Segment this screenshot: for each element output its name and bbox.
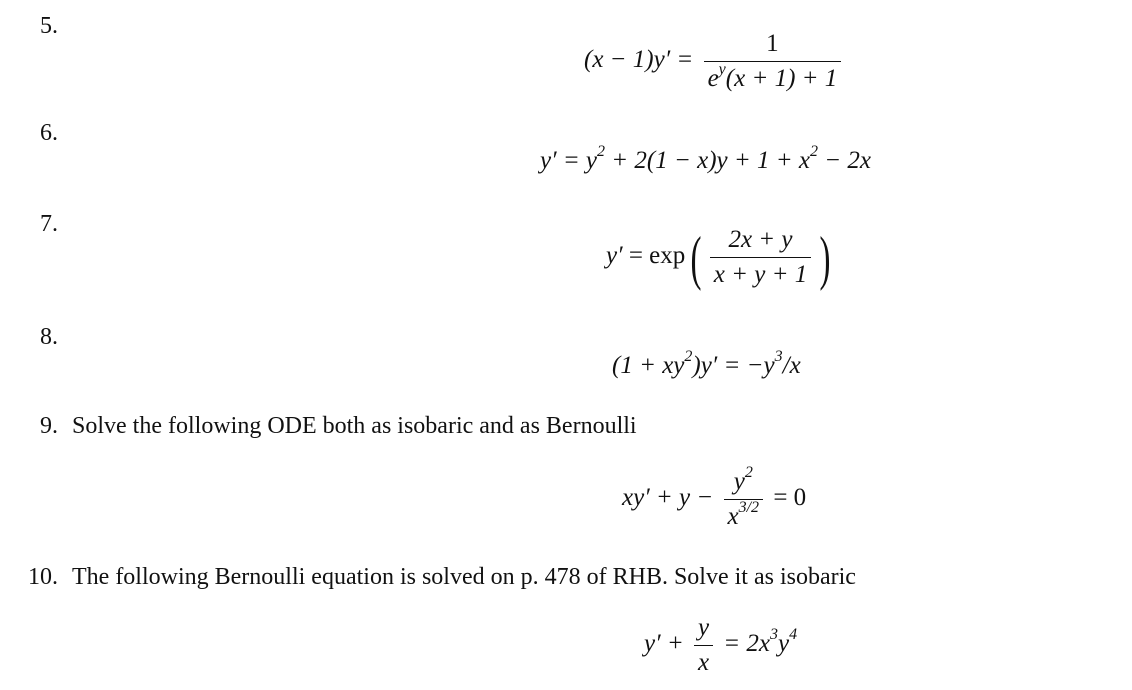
equation-7: y′ = exp ( $\frac{2x + y}{x + y + 1}$ ) bbox=[606, 224, 831, 291]
problem-number: 8. bbox=[40, 324, 58, 350]
equation-9: xy′ + y − $\frac{y^2}{x^{3/2}}$ = 0 bbox=[622, 464, 807, 530]
problem-10-statement bbox=[28, 564, 856, 590]
problem-number: 9. bbox=[40, 413, 58, 439]
problem-text: The following Bernoulli equation is solved on p. 478 of RHB. Solve it as isobaric bbox=[72, 564, 856, 590]
problem-number: 7. bbox=[40, 211, 58, 237]
problem-number: 10. bbox=[28, 564, 58, 590]
equation-8: $(1 + xy^2)y' = -y^3/x$ bbox=[612, 348, 801, 379]
left-paren: ( bbox=[690, 224, 702, 291]
problem-text: Solve the following ODE both as isobaric and as Bernoulli bbox=[72, 413, 637, 439]
right-paren: ) bbox=[819, 224, 831, 291]
problem-9-statement bbox=[40, 413, 637, 439]
equation-6: $y' = y^2 + 2(1 - x)y + 1 + x^2 - 2x$ bbox=[540, 143, 871, 174]
equation-5: (x − 1)y′ = $\frac{1}{e^y(x + 1) + 1}$ bbox=[584, 30, 845, 93]
equation-5-fraction: $\frac{1}{e^y(x + 1) + 1}$ bbox=[704, 30, 842, 93]
problem-number: 6. bbox=[40, 120, 58, 146]
equation-7-fraction: $\frac{2x + y}{x + y + 1}$ bbox=[710, 226, 811, 289]
equation-10: y′ + $\frac{y}{x}$ = $2x^3y^4$ bbox=[644, 614, 798, 676]
problem-number: 5. bbox=[40, 13, 58, 39]
equation-9-fraction: $\frac{y^2}{x^{3/2}}$ bbox=[724, 468, 764, 531]
equation-10-fraction: $\frac{y}{x}$ bbox=[694, 614, 713, 677]
